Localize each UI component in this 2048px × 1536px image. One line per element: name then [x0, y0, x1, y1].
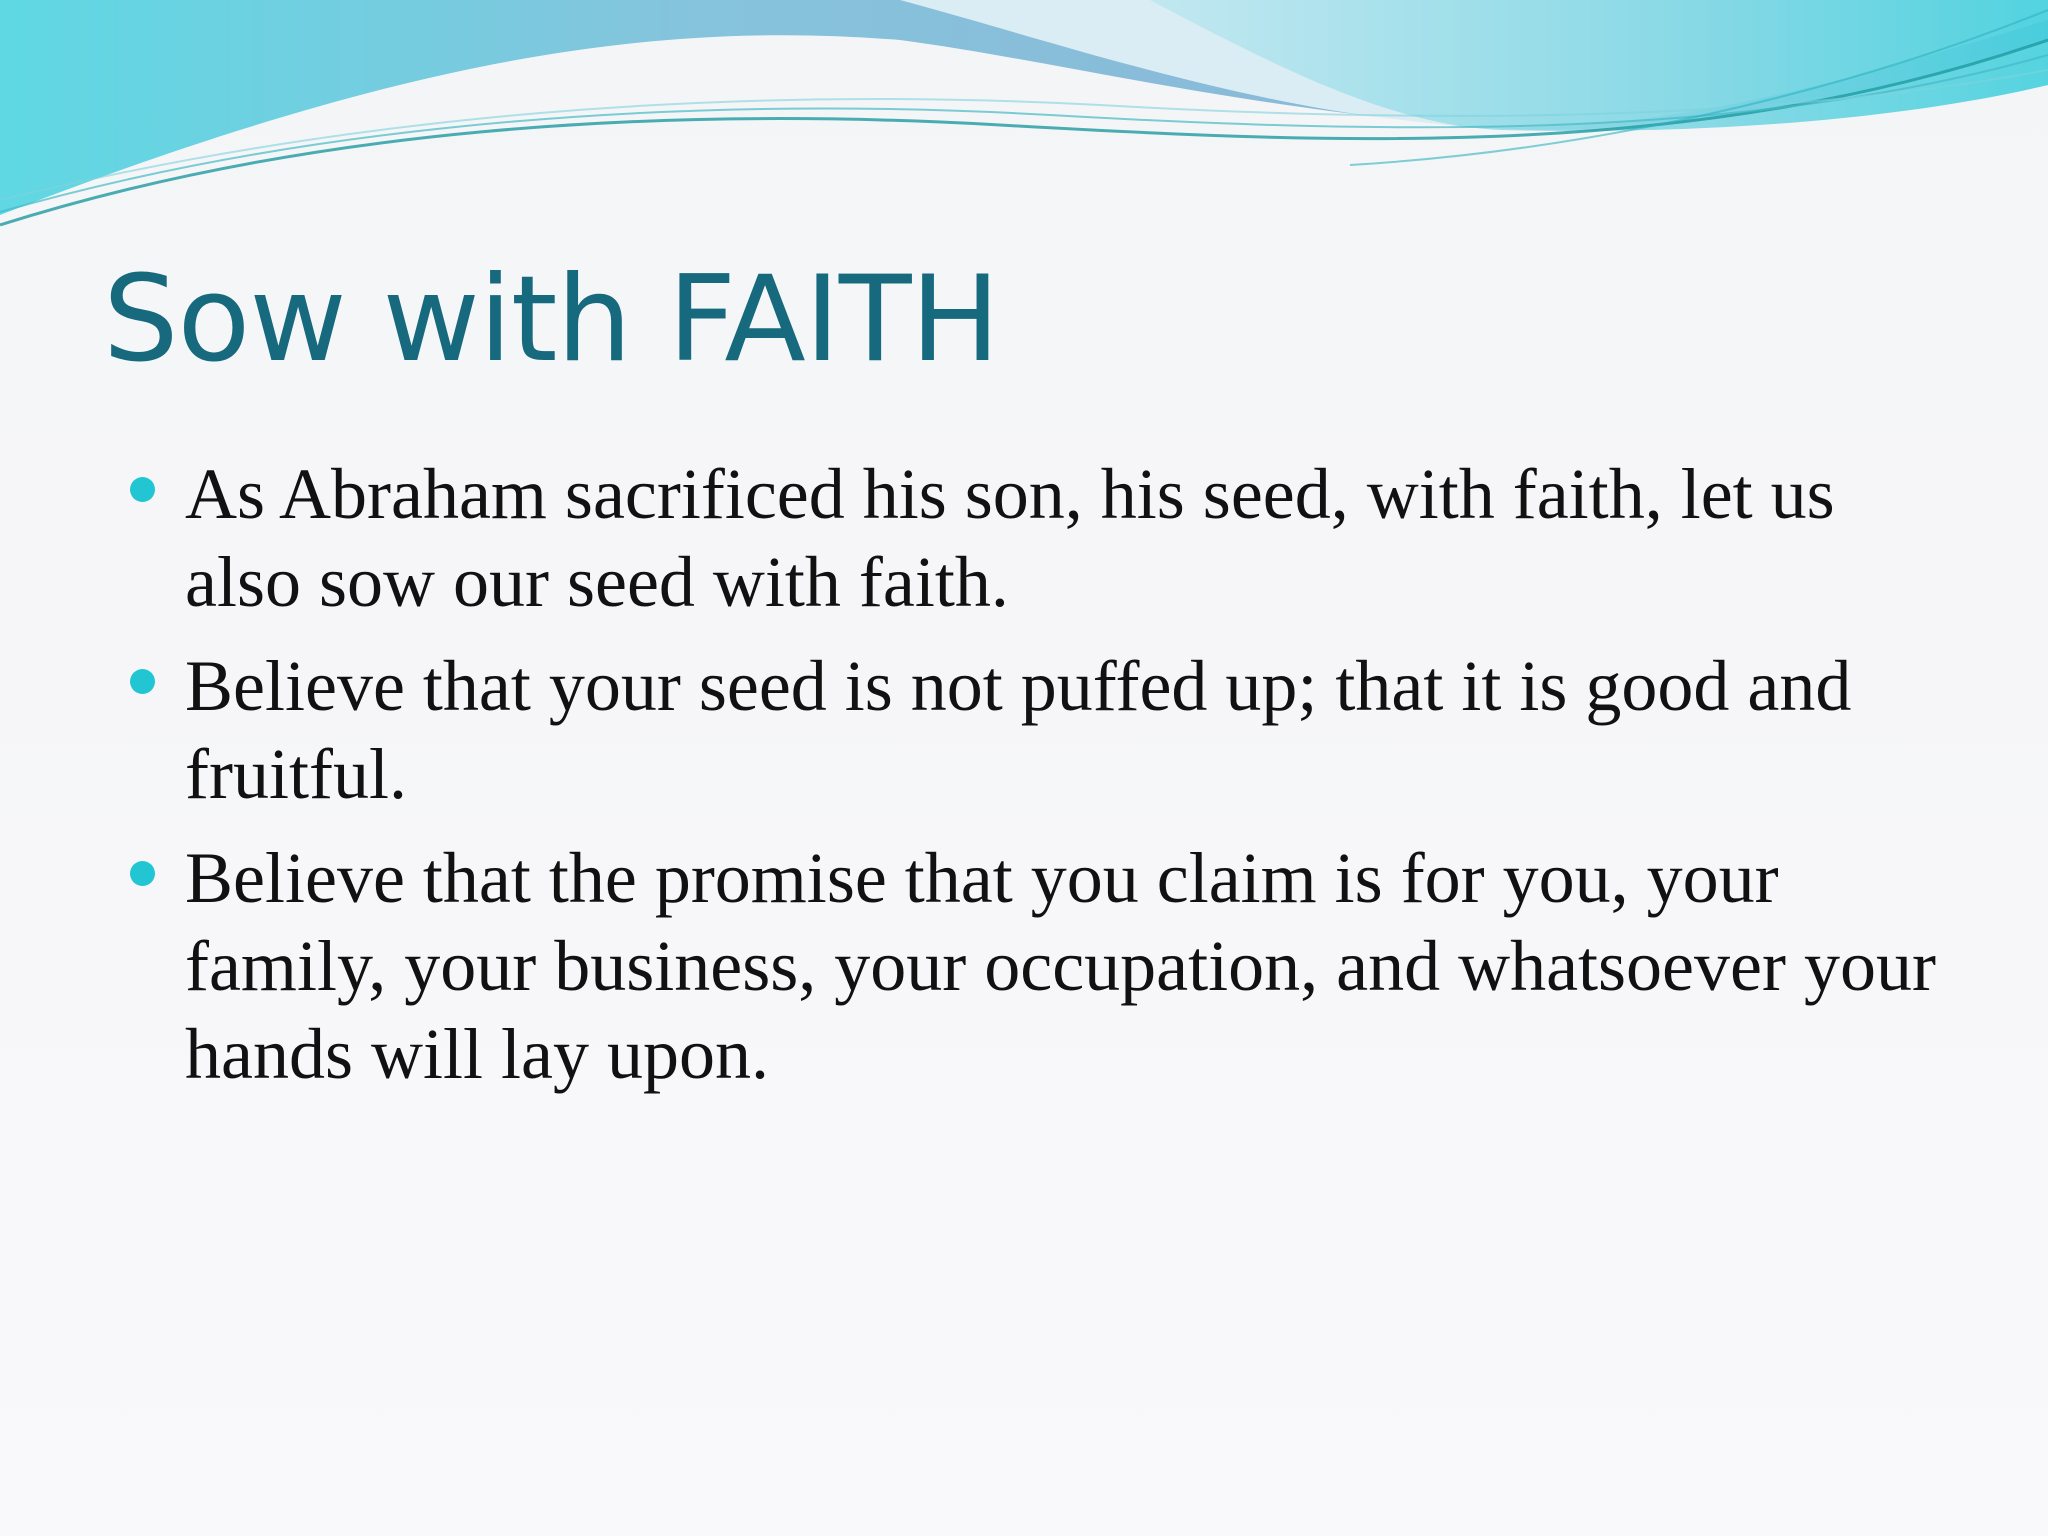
bullet-dot-icon — [130, 861, 155, 886]
slide-title: Sow with FAITH — [103, 251, 999, 389]
bullet-item — [130, 450, 1960, 626]
bullet-dot-icon — [130, 477, 155, 502]
bullet-text: Believe that the promise that you claim is for you, your family, your business, your occupation, and whatsoever your hands will lay upon. — [185, 838, 1936, 1094]
bullet-item — [130, 834, 1960, 1098]
bullet-text: Believe that your seed is not puffed up; that it is good and fruitful. — [185, 646, 1852, 814]
bullet-item — [130, 642, 1960, 818]
bullet-dot-icon — [130, 669, 155, 694]
header-wave-decoration — [0, 0, 2048, 240]
bullet-list — [130, 450, 1960, 1114]
bullet-text: As Abraham sacrificed his son, his seed, with faith, let us also sow our seed with faith. — [185, 454, 1835, 622]
